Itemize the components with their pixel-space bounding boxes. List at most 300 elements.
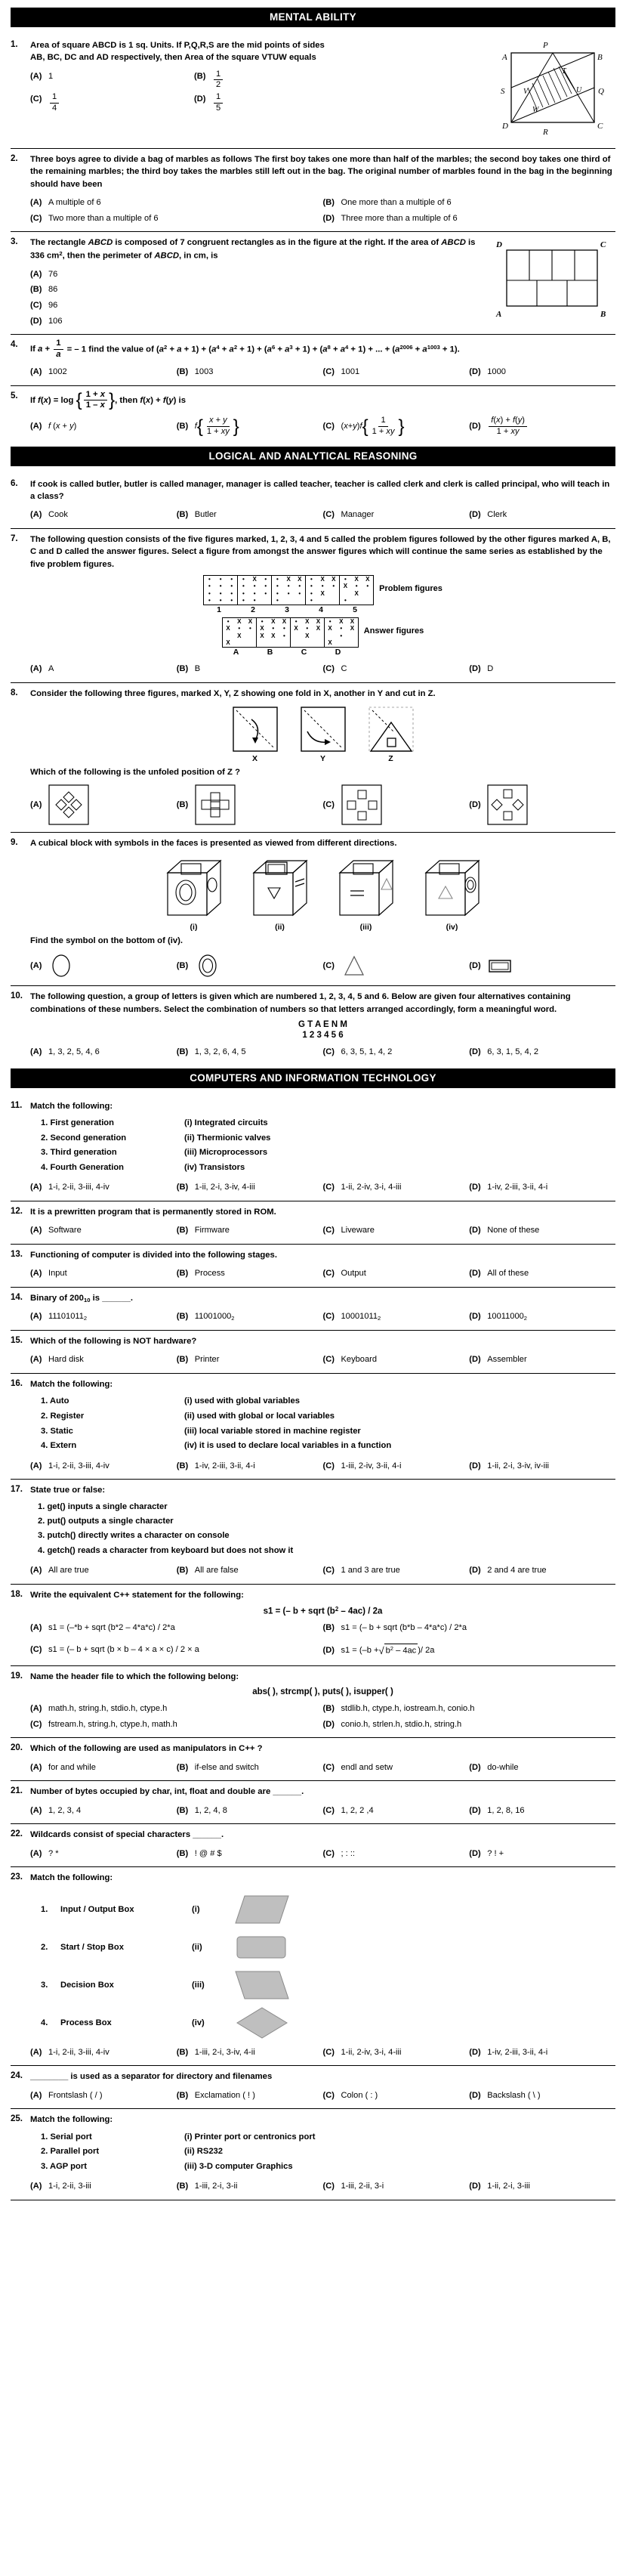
option-c[interactable] bbox=[30, 1642, 323, 1660]
option-label: (D) bbox=[30, 316, 42, 326]
option-text: Firmware bbox=[194, 1226, 230, 1235]
option-a[interactable] bbox=[30, 783, 177, 827]
option-label: (B) bbox=[176, 1269, 189, 1279]
option-a[interactable] bbox=[30, 661, 177, 677]
option-label: (D) bbox=[322, 1719, 335, 1729]
flow-item: 1. Input / Output Box bbox=[41, 1904, 134, 1914]
option-c[interactable] bbox=[323, 1309, 470, 1325]
problem-figure-1 bbox=[203, 575, 238, 605]
question-9-text: A cubical block with symbols in the faces is presented as viewed from different directions. bbox=[30, 839, 397, 849]
option-a[interactable] bbox=[30, 1760, 177, 1776]
grid-cell: X bbox=[260, 632, 264, 639]
option-d[interactable] bbox=[30, 314, 323, 329]
grid-cell: • bbox=[238, 625, 241, 632]
svg-text:B: B bbox=[600, 310, 606, 320]
option-a[interactable] bbox=[30, 267, 323, 283]
option-label: (B) bbox=[176, 664, 189, 674]
svg-text:P: P bbox=[543, 41, 548, 50]
grid-cell: X bbox=[316, 617, 321, 625]
question-14-text bbox=[30, 1292, 615, 1304]
flow-row-start-stop bbox=[41, 1930, 615, 1965]
option-label: (C) bbox=[322, 366, 335, 376]
option-label: (A) bbox=[30, 2047, 42, 2057]
question-13 bbox=[11, 1245, 615, 1287]
section-header-computers: COMPUTERS AND INFORMATION TECHNOLOGY bbox=[11, 1068, 615, 1088]
option-b[interactable] bbox=[177, 1352, 323, 1368]
option-a[interactable] bbox=[30, 2088, 177, 2104]
option-label: (C) bbox=[322, 664, 335, 674]
grid-cell bbox=[245, 632, 256, 640]
option-a[interactable] bbox=[30, 2179, 177, 2194]
grid-cell: X bbox=[343, 583, 348, 590]
option-a[interactable] bbox=[30, 419, 177, 434]
option-d[interactable] bbox=[469, 1760, 615, 1776]
figure-caption: Y bbox=[319, 754, 325, 764]
option-label: (B) bbox=[176, 510, 189, 520]
option-d[interactable] bbox=[469, 2179, 615, 2194]
option-label: (B) bbox=[322, 198, 335, 208]
option-c[interactable] bbox=[323, 1352, 470, 1368]
option-label: (D) bbox=[194, 94, 206, 104]
question-number: 12. bbox=[11, 1206, 23, 1216]
option-c[interactable] bbox=[323, 1180, 470, 1195]
rounded-rect-shape bbox=[234, 1932, 290, 1962]
question-3 bbox=[11, 232, 615, 334]
option-a[interactable] bbox=[30, 2045, 177, 2061]
option-b[interactable] bbox=[30, 282, 323, 298]
grid-cell: • bbox=[230, 583, 233, 590]
match-row bbox=[41, 1439, 615, 1454]
option-b[interactable] bbox=[177, 1266, 323, 1282]
cube-view-iii bbox=[334, 856, 399, 932]
option-text: One more than a multiple of 6 bbox=[341, 198, 452, 208]
problem-figure-5 bbox=[339, 575, 374, 605]
option-c[interactable] bbox=[323, 2179, 470, 2194]
option-label: (C) bbox=[322, 2047, 335, 2057]
option-text: 1002 bbox=[48, 366, 67, 376]
option-b[interactable] bbox=[177, 1803, 323, 1819]
option-c[interactable] bbox=[323, 1044, 470, 1060]
option-label: (D) bbox=[469, 664, 481, 674]
option-d[interactable] bbox=[323, 211, 616, 227]
option-c[interactable] bbox=[323, 951, 470, 980]
grid-cell: • bbox=[332, 583, 335, 590]
grid-cell: X bbox=[248, 617, 253, 625]
figure-label: 3 bbox=[285, 605, 289, 615]
option-b[interactable] bbox=[323, 1701, 616, 1717]
match-row bbox=[41, 1161, 615, 1176]
grid-cell: • bbox=[208, 589, 211, 597]
match-left-item: 1. Auto bbox=[41, 1396, 69, 1406]
grid-cell: • bbox=[310, 589, 313, 597]
option-a[interactable] bbox=[30, 1180, 177, 1195]
option-d[interactable] bbox=[469, 2045, 615, 2061]
match-left-item: 3. Static bbox=[41, 1426, 73, 1436]
option-a[interactable] bbox=[30, 1458, 177, 1474]
grid-cell: • bbox=[242, 583, 245, 590]
grid-cell: • bbox=[310, 583, 313, 590]
grid-cell: • bbox=[276, 575, 279, 583]
fraction-numerator: 1 bbox=[214, 93, 223, 104]
question-4-text: If a + $\frac{1}{a}$ = – 1 find the value of $(a^2 + a + 1) + (a^4 + a^2 + 1) + (a^6 + a^3 + 1) + (a^8 + a^4 + 1)$ + ... + $(a^{2006} + a^{1003} + 1)$. bbox=[30, 339, 460, 360]
cube-view-iv bbox=[420, 856, 485, 932]
option-label: (B) bbox=[176, 1047, 189, 1056]
grid-cell: • bbox=[264, 575, 267, 583]
option-d[interactable] bbox=[469, 1352, 615, 1368]
grid-cell: • bbox=[310, 597, 313, 605]
grid-cell: • bbox=[287, 589, 290, 597]
option-d[interactable] bbox=[469, 1563, 615, 1579]
option-label: (D) bbox=[469, 1226, 481, 1235]
option-b[interactable] bbox=[177, 1309, 323, 1325]
option-text: fstream.h, string.h, ctype.h, math.h bbox=[48, 1719, 177, 1729]
option-text: conio.h, strlen.h, stdio.h, string.h bbox=[341, 1719, 462, 1729]
option-d[interactable] bbox=[469, 783, 615, 827]
option-c[interactable] bbox=[30, 298, 323, 314]
question-15 bbox=[11, 1331, 615, 1373]
option-expr: ( x + y ) f { $\frac{1}{1 + xy}$ } bbox=[341, 416, 405, 437]
option-text: 1-iv, 2-iii, 3-ii, 4-i bbox=[487, 1183, 548, 1192]
option-d[interactable] bbox=[469, 1309, 615, 1325]
option-label: (D) bbox=[469, 1183, 481, 1192]
option-a[interactable] bbox=[30, 1563, 177, 1579]
fraction-numerator: 1 bbox=[214, 70, 223, 81]
option-d[interactable] bbox=[469, 507, 615, 523]
option-d[interactable] bbox=[469, 415, 615, 438]
option-b[interactable] bbox=[177, 1180, 323, 1195]
match-left-item: 3. AGP port bbox=[41, 2161, 87, 2171]
q7-problem-figures bbox=[30, 575, 615, 605]
q8-options bbox=[30, 783, 615, 827]
option-text: $10001011_2$ bbox=[341, 1312, 381, 1322]
option-text: 1-i, 2-ii, 3-iii, 4-iv bbox=[48, 1183, 109, 1192]
option-d[interactable] bbox=[469, 1180, 615, 1195]
option-c[interactable] bbox=[30, 91, 194, 114]
option-d[interactable] bbox=[323, 1717, 616, 1733]
option-text: A bbox=[48, 664, 54, 674]
option-a[interactable] bbox=[30, 1223, 177, 1239]
option-text: Output bbox=[341, 1269, 366, 1279]
match-row bbox=[41, 1424, 615, 1440]
option-c[interactable] bbox=[30, 211, 323, 227]
grid-cell bbox=[294, 598, 305, 605]
answer-figure-3 bbox=[290, 617, 325, 648]
q10-numbers: 1 2 3 4 5 6 bbox=[302, 1030, 344, 1040]
option-label: (B) bbox=[176, 1805, 189, 1815]
question-8 bbox=[11, 683, 615, 833]
grid-cell: • bbox=[321, 583, 324, 590]
question-8-subtext: Which of the following is the unfoled position of Z ? bbox=[30, 768, 240, 778]
option-text: 76 bbox=[48, 269, 58, 279]
fold-figure-z bbox=[368, 706, 415, 763]
grid-cell: • bbox=[249, 625, 251, 632]
question-number: 15. bbox=[11, 1336, 23, 1346]
option-d[interactable] bbox=[323, 1642, 616, 1660]
question-17-text: State true or false: bbox=[30, 1486, 106, 1495]
question-7 bbox=[11, 529, 615, 682]
option-label: (A) bbox=[30, 2090, 42, 2100]
option-label: (B) bbox=[176, 960, 189, 970]
option-b[interactable] bbox=[177, 364, 323, 380]
grid-cell: • bbox=[253, 597, 256, 605]
option-label: (D) bbox=[469, 1805, 481, 1815]
option-a[interactable] bbox=[30, 1846, 177, 1862]
option-text: 1001 bbox=[341, 366, 360, 376]
option-label: (D) bbox=[469, 1762, 481, 1772]
grid-cell: • bbox=[276, 597, 279, 605]
option-b[interactable] bbox=[177, 1044, 323, 1060]
question-number: 22. bbox=[11, 1829, 23, 1839]
grid-cell: • bbox=[219, 583, 222, 590]
option-text: 1, 2, 2 ,4 bbox=[341, 1805, 374, 1815]
option-label: (C) bbox=[322, 2090, 335, 2100]
question-number: 5. bbox=[11, 391, 18, 400]
option-c[interactable] bbox=[323, 1846, 470, 1862]
grid-cell bbox=[267, 640, 279, 648]
option-b[interactable] bbox=[194, 69, 358, 91]
option-a[interactable] bbox=[30, 1309, 177, 1325]
q1-options bbox=[30, 69, 358, 115]
option-text: 1-iii, 2-i, 3-iv, 4-ii bbox=[194, 2047, 255, 2057]
option-b[interactable] bbox=[177, 1846, 323, 1862]
option-label: (B) bbox=[176, 1565, 189, 1575]
option-c[interactable] bbox=[323, 1223, 470, 1239]
grid-cell: • bbox=[208, 597, 211, 605]
q18-expression: s1 = (– b + sqrt $(b^2 - 4ac) / 2a$ bbox=[263, 1605, 383, 1616]
problem-figure-3 bbox=[271, 575, 306, 605]
option-b[interactable] bbox=[177, 1760, 323, 1776]
option-label: (A) bbox=[30, 1762, 42, 1772]
option-d[interactable] bbox=[469, 661, 615, 677]
match-right-item: (ii) used with global or local variables bbox=[184, 1412, 335, 1421]
option-a[interactable] bbox=[30, 1352, 177, 1368]
option-b[interactable] bbox=[177, 415, 323, 438]
option-b[interactable] bbox=[177, 2045, 323, 2061]
option-label: (B) bbox=[176, 2182, 189, 2191]
question-21 bbox=[11, 1781, 615, 1823]
grid-cell: • bbox=[242, 575, 245, 583]
option-fraction bbox=[50, 93, 59, 113]
svg-text:T: T bbox=[562, 67, 566, 76]
question-number: 13. bbox=[11, 1249, 23, 1259]
option-b[interactable] bbox=[323, 1620, 616, 1636]
option-b[interactable] bbox=[323, 195, 616, 211]
grid-cell: • bbox=[276, 589, 279, 597]
option-text: Assembler bbox=[487, 1355, 527, 1365]
q12-options bbox=[30, 1223, 615, 1239]
statement: 3. putch() directly writes a character on console bbox=[38, 1531, 230, 1541]
question-1 bbox=[11, 35, 615, 148]
grid-cell: X bbox=[320, 575, 325, 583]
option-a[interactable] bbox=[30, 951, 177, 980]
option-label: (B) bbox=[176, 1312, 189, 1322]
option-text: 1, 3, 2, 5, 4, 6 bbox=[48, 1047, 100, 1056]
grid-cell: • bbox=[310, 575, 313, 583]
option-label: (A) bbox=[30, 269, 42, 279]
option-label: (A) bbox=[30, 366, 42, 376]
match-right-item: (ii) RS232 bbox=[184, 2147, 223, 2157]
option-b[interactable] bbox=[177, 2179, 323, 2194]
q19-options bbox=[30, 1701, 615, 1732]
grid-cell: • bbox=[328, 617, 332, 625]
option-label: (B) bbox=[322, 1703, 335, 1713]
fraction-numerator: 1 bbox=[50, 93, 59, 104]
option-a[interactable] bbox=[30, 195, 323, 211]
option-text: Liveware bbox=[341, 1226, 375, 1235]
grid-cell bbox=[291, 640, 302, 648]
option-text: Hard disk bbox=[48, 1355, 84, 1365]
question-25-text: Match the following: bbox=[30, 2115, 113, 2125]
option-b[interactable] bbox=[177, 507, 323, 523]
option-c[interactable] bbox=[323, 1266, 470, 1282]
option-c[interactable] bbox=[323, 507, 470, 523]
option-d[interactable] bbox=[469, 1266, 615, 1282]
option-d[interactable] bbox=[469, 951, 615, 980]
option-text: 1-ii, 2-i, 3-iv, iv-iii bbox=[487, 1461, 550, 1470]
option-c[interactable] bbox=[323, 2045, 470, 2061]
grid-cell: • bbox=[208, 575, 211, 583]
figure-caption: (iv) bbox=[446, 922, 458, 932]
fraction-denominator: 4 bbox=[52, 103, 57, 113]
question-12 bbox=[11, 1201, 615, 1244]
option-a[interactable] bbox=[30, 507, 177, 523]
option-c[interactable] bbox=[323, 1760, 470, 1776]
option-text: $11001000_2$ bbox=[194, 1312, 235, 1322]
option-d[interactable] bbox=[469, 1846, 615, 1862]
option-label: (C) bbox=[322, 1762, 335, 1772]
grid-cell: X bbox=[298, 575, 302, 583]
q7-problem-labels bbox=[30, 605, 615, 614]
option-label: (A) bbox=[30, 1047, 42, 1056]
option-c[interactable] bbox=[323, 661, 470, 677]
q20-options bbox=[30, 1760, 615, 1776]
match-left-item: 2. Register bbox=[41, 1412, 85, 1421]
option-a[interactable] bbox=[30, 1620, 323, 1636]
match-right-item: (iv) it is used to declare local variables in a function bbox=[184, 1441, 392, 1451]
q25-match-list bbox=[41, 2130, 615, 2175]
grid-cell: X bbox=[332, 575, 336, 583]
svg-text:Q: Q bbox=[598, 87, 604, 96]
option-b-figure bbox=[195, 784, 236, 825]
question-number: 18. bbox=[11, 1589, 23, 1599]
option-b[interactable] bbox=[177, 2088, 323, 2104]
q17-options bbox=[30, 1563, 615, 1579]
figure-caption: (ii) bbox=[275, 922, 285, 932]
option-c[interactable] bbox=[30, 1717, 323, 1733]
answer-figures-caption: Answer figures bbox=[363, 626, 424, 636]
option-label: (D) bbox=[469, 1047, 481, 1056]
option-c[interactable] bbox=[323, 364, 470, 380]
option-text: All are true bbox=[48, 1565, 89, 1575]
flow-roman: (iv) bbox=[192, 2018, 205, 2027]
option-a[interactable] bbox=[30, 1803, 177, 1819]
match-right-item: (iii) Microprocessors bbox=[184, 1148, 268, 1158]
question-number: 24. bbox=[11, 2071, 23, 2081]
option-text: All of these bbox=[487, 1269, 529, 1279]
question-number: 20. bbox=[11, 1743, 23, 1753]
question-number: 23. bbox=[11, 1872, 23, 1882]
option-label: (A) bbox=[30, 198, 42, 208]
option-text: 106 bbox=[48, 316, 63, 326]
option-text: 86 bbox=[48, 285, 58, 295]
option-label: (A) bbox=[30, 1183, 42, 1192]
grid-cell: • bbox=[242, 597, 245, 605]
option-d[interactable] bbox=[469, 1803, 615, 1819]
option-label: (C) bbox=[322, 1312, 335, 1322]
option-label: (D) bbox=[469, 800, 481, 810]
option-a[interactable] bbox=[30, 364, 177, 380]
option-text: ? ! + bbox=[487, 1848, 504, 1858]
option-d[interactable] bbox=[469, 1044, 615, 1060]
match-row bbox=[41, 2130, 615, 2145]
option-c[interactable] bbox=[323, 1563, 470, 1579]
option-b[interactable] bbox=[177, 661, 323, 677]
question-number: 7. bbox=[11, 533, 18, 543]
grid-cell bbox=[328, 598, 339, 605]
grid-cell: X bbox=[226, 639, 230, 647]
question-number: 6. bbox=[11, 478, 18, 488]
grid-cell bbox=[283, 598, 294, 605]
option-c[interactable] bbox=[323, 415, 470, 438]
grid-cell: • bbox=[227, 617, 230, 625]
option-label: (A) bbox=[30, 71, 42, 81]
question-4 bbox=[11, 335, 615, 385]
grid-cell: • bbox=[276, 583, 279, 590]
option-b[interactable] bbox=[177, 951, 323, 980]
option-d[interactable] bbox=[469, 364, 615, 380]
section-header-logical-reasoning: LOGICAL AND ANALYTICAL REASONING bbox=[11, 447, 615, 466]
option-b[interactable] bbox=[177, 1223, 323, 1239]
option-b[interactable] bbox=[177, 1458, 323, 1474]
question-20-text: Which of the following are used as manipulators in C++ ? bbox=[30, 1744, 263, 1754]
option-expr: f { $\frac{x + y}{1 + xy}$ } bbox=[194, 416, 239, 437]
question-number: 21. bbox=[11, 1786, 23, 1796]
match-left-item: 1. First generation bbox=[41, 1118, 114, 1127]
option-d-figure bbox=[487, 784, 528, 825]
question-9-subtext: Find the symbol on the bottom of (iv). bbox=[30, 935, 183, 945]
option-b[interactable] bbox=[177, 783, 323, 827]
option-d[interactable] bbox=[469, 2088, 615, 2104]
q16-options bbox=[30, 1458, 615, 1474]
option-c[interactable] bbox=[323, 1458, 470, 1474]
option-label: (A) bbox=[30, 1461, 42, 1470]
option-d[interactable] bbox=[469, 1223, 615, 1239]
option-label: (B) bbox=[176, 422, 189, 431]
option-a[interactable] bbox=[30, 1044, 177, 1060]
option-label: (D) bbox=[469, 510, 481, 520]
question-16 bbox=[11, 1374, 615, 1479]
option-a[interactable] bbox=[30, 1266, 177, 1282]
question-16-text: Match the following: bbox=[30, 1380, 113, 1390]
option-text: All are false bbox=[194, 1565, 239, 1575]
statement: 4. getch() reads a character from keyboard but does not show it bbox=[38, 1545, 294, 1555]
option-c[interactable] bbox=[323, 2088, 470, 2104]
q22-options bbox=[30, 1846, 615, 1862]
q14-subscript: 10 bbox=[83, 1296, 91, 1303]
option-d[interactable] bbox=[194, 91, 358, 114]
option-c[interactable] bbox=[323, 783, 470, 827]
question-14 bbox=[11, 1288, 615, 1330]
option-expr: s1 = (–b + √ $b^2 - 4ac$ )/ 2a bbox=[341, 1644, 435, 1659]
option-a[interactable] bbox=[30, 1701, 323, 1717]
option-text: Butler bbox=[194, 510, 217, 520]
option-label: (C) bbox=[30, 213, 42, 223]
option-d[interactable] bbox=[469, 1458, 615, 1474]
question-10 bbox=[11, 986, 615, 1065]
option-a[interactable] bbox=[30, 69, 194, 91]
option-c[interactable] bbox=[323, 1803, 470, 1819]
option-b[interactable] bbox=[177, 1563, 323, 1579]
